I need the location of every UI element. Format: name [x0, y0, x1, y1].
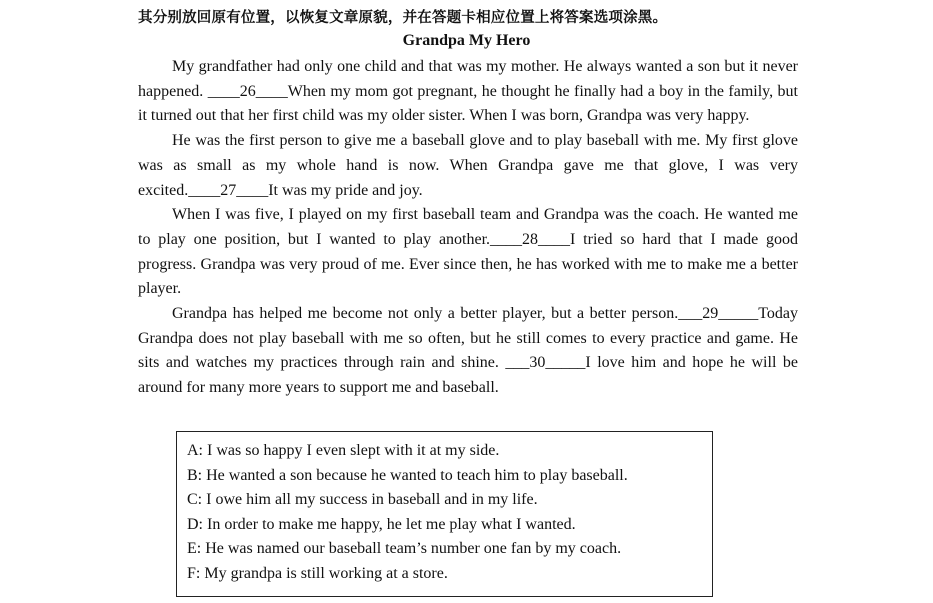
paragraph-1: My grandfather had only one child and that was my mother. He always wanted a son but it never happened. ____26____When my mom got pregnant, he thought he finally had a boy in the family, but it turned out that her first child was my older sister. When I was born, Grandpa was very happy.	[138, 58, 798, 125]
paragraph-3: When I was five, I played on my first baseball team and Grandpa was the coach. He wanted me to play one position, but I wanted to play another.____28____I tried so hard that I made good progress. Grandpa was very proud of me. Ever since then, he has worked with me to make me a better player.	[138, 206, 798, 298]
option-d: D: In order to make me happy, he let me play what I wanted.	[187, 515, 576, 533]
passage-title: Grandpa My Hero	[402, 32, 531, 49]
instruction-text: 其分别放回原有位置，以恢复文章原貌，并在答题卡相应位置上将答案选项涂黑。	[138, 10, 668, 26]
option-e: E: He was named our baseball team’s number one fan by my coach.	[187, 540, 622, 558]
option-a: A: I was so happy I even slept with it at my side.	[187, 442, 500, 459]
paragraph-2: He was the first person to give me a baseball glove and to play baseball with me. My first glove was as small as my whole hand is now. When Grandpa gave me that glove, I was very excited.____27____It was my pride and joy.	[138, 132, 798, 199]
passage-body	[138, 55, 798, 401]
options-box	[176, 431, 713, 597]
option-b: B: He wanted a son because he wanted to teach him to play baseball.	[187, 466, 628, 484]
option-f: F: My grandpa is still working at a store.	[187, 564, 448, 582]
paragraph-4: Grandpa has helped me become not only a better player, but a better person.___29_____Today Grandpa does not play baseball with me so often, but he still comes to every practice and game. He sits and watches my practices through rain and shine. ___30_____I love him and hope he will be around for many more years to support me and baseball.	[138, 305, 798, 397]
option-c: C: I owe him all my success in baseball and in my life.	[187, 491, 538, 509]
